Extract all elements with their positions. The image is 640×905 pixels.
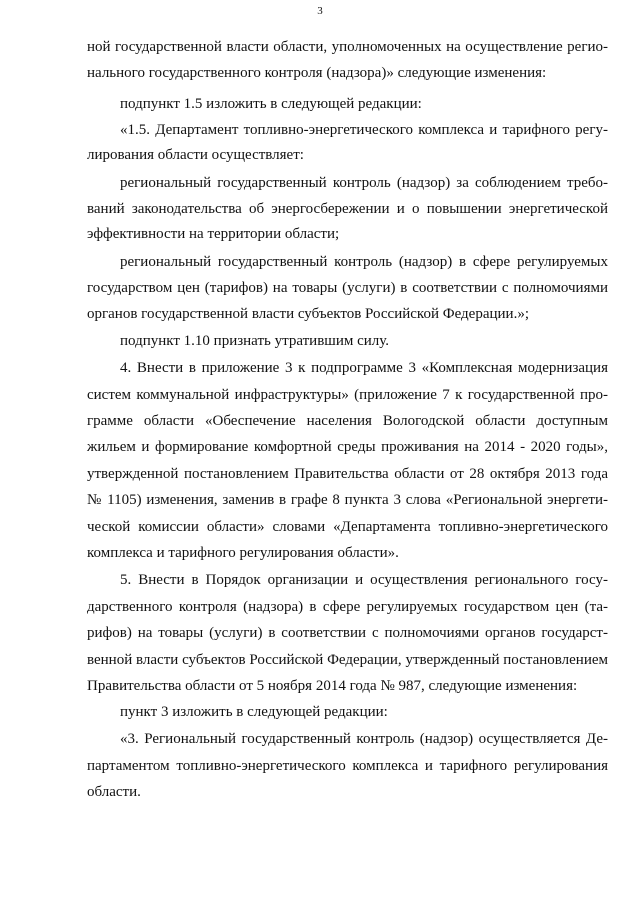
text-line: 5. Внести в Порядок организации и осуществления регионального госу- <box>120 572 608 588</box>
text-line: Правительства области от 5 ноября 2014 года № 987, следующие изменения: <box>87 678 578 694</box>
text-line: государством цен (тарифов) на товары (услуги) в соответствии с полномочиями <box>87 280 608 296</box>
text-line: дарственного контроля (надзора) в сфере регулируемых государством цен (та- <box>87 599 608 615</box>
text-line: лирования области осуществляет: <box>87 147 304 163</box>
text-line: подпункт 1.10 признать утратившим силу. <box>120 333 390 349</box>
text-line: 4. Внести в приложение 3 к подпрограмме 3 «Комплексная модернизация <box>120 360 608 376</box>
text-line: систем коммунальной инфраструктуры» (приложение 7 к государственной про- <box>87 387 608 403</box>
text-line: ной государственной власти области, уполномоченных на осуществление регио- <box>87 39 608 55</box>
text-line: утвержденной постановлением Правительства области от 28 октября 2013 года <box>87 466 608 482</box>
text-line: грамме области «Обеспечение населения Вологодской области доступным <box>87 413 608 429</box>
text-line: рифов) на товары (услуги) в соответствии с полномочиями органов государст- <box>87 625 608 641</box>
text-line: ваний законодательства об энергосбережении и о повышении энергетической <box>87 201 608 217</box>
text-line: региональный государственный контроль (надзор) за соблюдением требо- <box>120 175 608 191</box>
text-line: ческой комиссии области» словами «Департамента топливно-энергетического <box>87 519 608 535</box>
text-line: региональный государственный контроль (надзор) в сфере регулируемых <box>120 254 608 270</box>
text-line: № 1105) изменения, заменив в графе 8 пункта 3 слова «Региональной энергети- <box>87 492 608 508</box>
text-line: «1.5. Департамент топливно-энергетического комплекса и тарифного регу- <box>120 122 608 138</box>
page-number: 3 <box>317 5 323 17</box>
text-line: пункт 3 изложить в следующей редакции: <box>120 704 388 720</box>
text-line: комплекса и тарифного регулирования области». <box>87 545 399 561</box>
text-line: партаментом топливно-энергетического комплекса и тарифного регулирования <box>87 758 608 774</box>
text-line: органов государственной власти субъектов Российской Федерации.»; <box>87 306 529 322</box>
text-line: «3. Региональный государственный контроль (надзор) осуществляется Де- <box>120 731 608 747</box>
text-line: области. <box>87 784 141 800</box>
text-line: эффективности на территории области; <box>87 226 340 242</box>
text-line: нального государственного контроля (надзора)» следующие изменения: <box>87 65 547 81</box>
text-line: подпункт 1.5 изложить в следующей редакции: <box>120 96 422 112</box>
text-line: венной власти субъектов Российской Федерации, утвержденный постановлением <box>87 652 608 668</box>
text-line: жильем и формирование комфортной среды проживания на 2014 - 2020 годы», <box>87 439 608 455</box>
